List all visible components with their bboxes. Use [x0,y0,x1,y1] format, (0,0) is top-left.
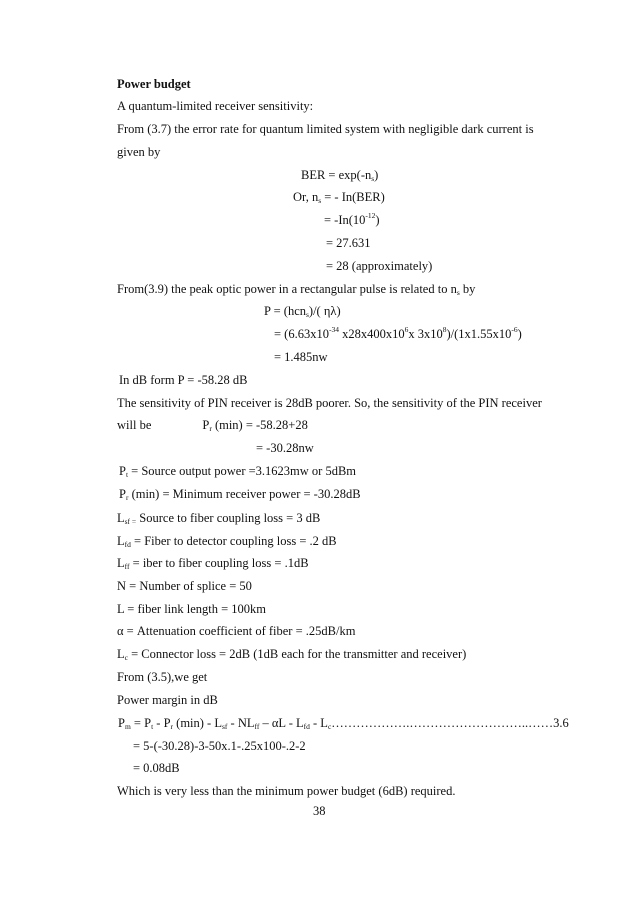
paragraph: In dB form P = -58.28 dB [119,373,248,387]
paragraph: Power margin in dB [117,693,218,707]
definition: L = fiber link length = 100km [117,602,267,616]
equation-step: = 0.08dB [133,761,180,775]
paragraph: The sensitivity of PIN receiver is 28dB poorer. So, the sensitivity of the PIN receiver [117,396,542,410]
paragraph: A quantum-limited receiver sensitivity: [117,99,314,113]
equation-step: = 27.631 [326,236,371,250]
definition: $L_{sf =}$ Source to fiber coupling loss = 3 dB [117,511,321,526]
equation-step: = ($6.63x10^{-34}$ $x28x400x10^6x$ $3x10^8)/(1x1.55x10^{-6})$ [274,325,522,341]
equation-step: = $-In(10^{-12})$ [324,211,380,227]
definition: $P_r$ (min) = Minimum receiver power = -30.28dB [119,487,361,502]
definition: $P_t$ = Source output power =3.1623mw or 5dBm [119,464,357,479]
definition: $L_c$ = Connector loss = 2dB (1dB each for the transmitter and receiver) [117,647,467,662]
paragraph: From (3.5),we get [117,670,208,684]
paragraph: will be $P_r$ (min) = -58.28+28 [117,418,308,433]
equation-step: = 5-(-30.28)-3-50x.1-.25x100-.2-2 [133,739,306,753]
paragraph: From (3.7) the error rate for quantum limited system with negligible dark current is [117,122,534,136]
definition: α = Attenuation coefficient of fiber = .25dB/km [117,624,356,638]
equation-step: = 28 (approximately) [326,259,433,273]
equation-ber: BER = $\exp(-n_s)$ [301,168,379,183]
equation-power: P = (hcn$_s$)/( ηλ) [264,304,341,319]
equation-step: = 1.485nw [274,350,328,364]
paragraph: Which is very less than the minimum power budget (6dB) required. [117,784,456,798]
paragraph: From(3.9) the peak optic power in a rectangular pulse is related to $n_s$ by [117,282,476,297]
definition: $L_{ff}$ = iber to fiber coupling loss = .1dB [117,556,309,571]
page-number: 38 [313,804,326,818]
equation-step: = -30.28nw [256,441,314,455]
definition: N = Number of splice = 50 [117,579,252,593]
definition: $L_{fd}$ = Fiber to detector coupling loss = .2 dB [117,534,337,549]
section-heading: Power budget [117,77,191,91]
equation-ns: Or, $n_s$ = - In(BER) [293,190,385,205]
paragraph: given by [117,145,161,159]
equation-power-margin: $P_m = P_t - P_r$ $(\min) - L_{sf} - NL_{ff}$ – αL - $L_{fd}$ - $L_c\dots\dots\dots\dots\dots\dots.\dots\dots\dots\dots\dots\dots\dots\dots\dots..\dots\dots 3.6$ [118,716,569,731]
